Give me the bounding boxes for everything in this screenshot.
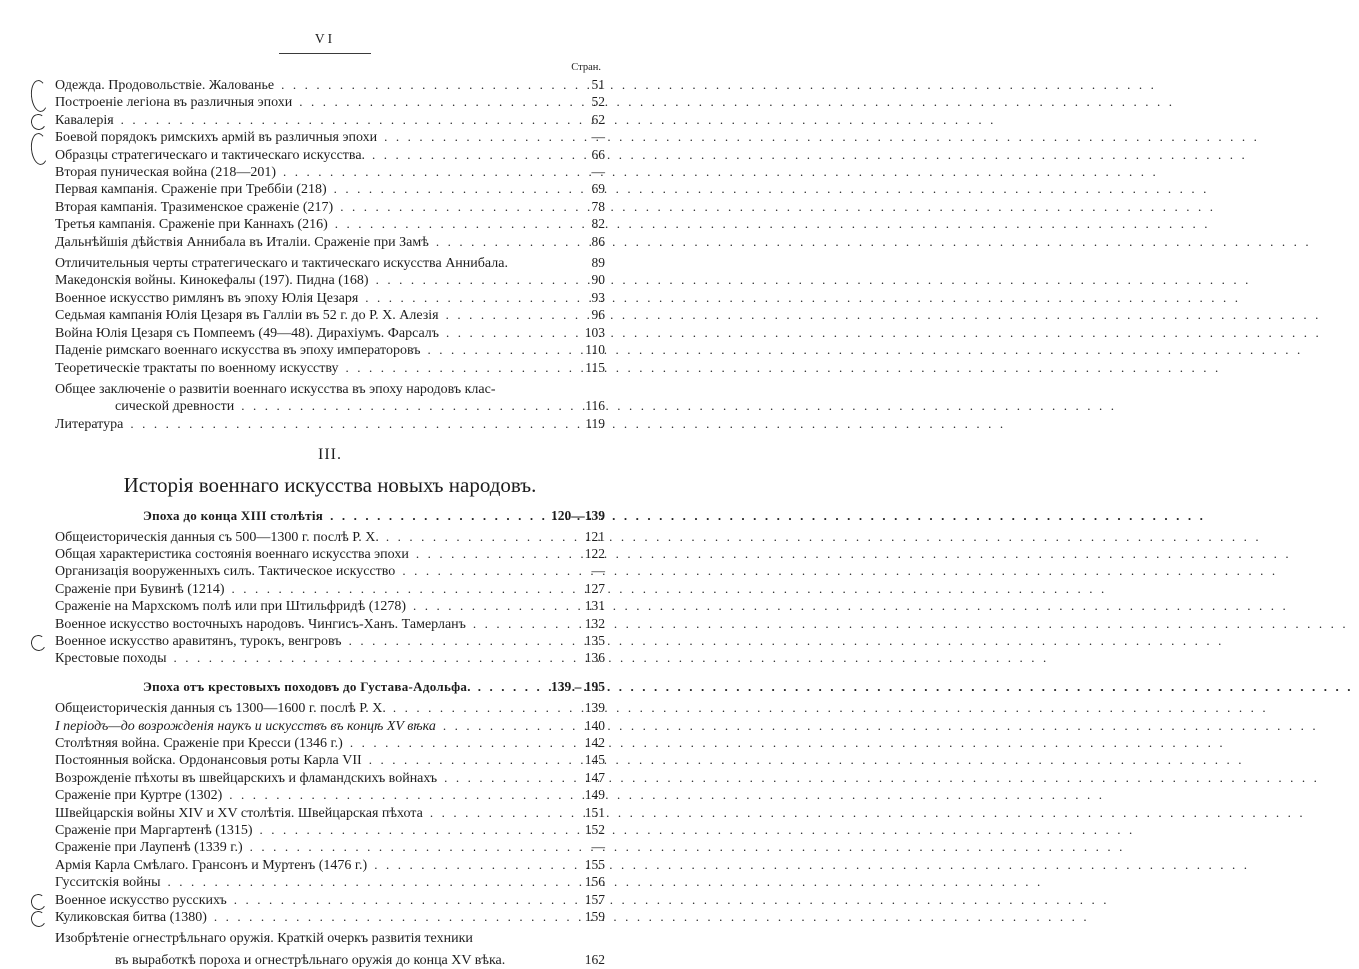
entry-page-number: 139 [584, 700, 605, 716]
entry-title: Организація вооруженныхъ силъ. Тактическое искусство [55, 564, 396, 580]
toc-block-epoch1 [55, 529, 605, 668]
dot-leader [250, 839, 551, 855]
entry-page-number: 156 [584, 874, 605, 890]
entry-page-number: 145 [584, 752, 605, 768]
page-folio-number: VI [279, 31, 371, 54]
toc-entry [55, 529, 605, 546]
entry-title: Паденіе римскаго военнаго искусства въ эпоху императоровъ [55, 343, 421, 359]
subheading-text: Эпоха до конца XIII столѣтія [143, 508, 324, 524]
toc-entry [55, 272, 605, 289]
section-title: Исторія военнаго искусства новыхъ народовъ. [123, 473, 537, 498]
toc-entry [55, 581, 605, 598]
toc-entry [55, 909, 605, 926]
pages-column-label: Стран. [571, 62, 601, 73]
entry-title: Общеисторическія данныя съ 1300—1600 г. послѣ Р. Х. [55, 701, 386, 717]
toc-entry [55, 892, 605, 909]
toc-entry [55, 563, 605, 580]
entry-title: Столѣтняя война. Сраженіе при Кресси (1346 г.) [55, 736, 343, 751]
toc-entry [55, 598, 605, 615]
entry-page-number: 66 [591, 146, 605, 162]
toc-content [0, 61, 650, 969]
dot-leader [443, 718, 551, 734]
dot-leader [413, 598, 551, 614]
dot-leader [350, 735, 551, 751]
entry-page-number: — [591, 839, 605, 855]
dot-leader [241, 398, 551, 414]
dot-leader [346, 360, 551, 376]
toc-entry [55, 805, 605, 822]
entry-page-number: 103 [584, 324, 605, 340]
dot-leader [349, 633, 551, 649]
dot-leader [416, 546, 551, 562]
entry-title: въ выработкѣ пороха и огнестрѣльнаго оружія до конца XV вѣка. [115, 952, 506, 968]
entry-title: Боевой порядокъ римскихъ армій въ различныя эпохи [55, 130, 378, 146]
toc-entry [55, 546, 605, 563]
toc-subheading-epoch2 [143, 679, 605, 695]
entry-page-number: 157 [584, 891, 605, 907]
entry-title: сической древности [115, 399, 235, 415]
entry-page-number: 89 [591, 255, 605, 271]
toc-entry [55, 251, 605, 272]
dot-leader [376, 272, 551, 288]
toc-entry [55, 94, 605, 111]
section-number: III. [318, 446, 342, 464]
entry-page-number: 51 [591, 77, 605, 92]
toc-entry [55, 164, 605, 181]
entry-title: Сраженіе при Бувинѣ (1214) [55, 581, 225, 597]
toc-entry [55, 839, 605, 856]
scanned-book-page [0, 0, 650, 968]
toc-entry [115, 948, 605, 969]
subheading-text: Эпоха отъ крестовыхъ походовъ до Густава-Адольфа. [143, 678, 471, 694]
entry-page-number: 122 [584, 545, 605, 561]
entry-page-number: 127 [584, 580, 605, 596]
entry-page-number: 131 [584, 598, 605, 614]
dot-leader [372, 147, 551, 163]
toc-entry [55, 234, 605, 251]
toc-entry [55, 650, 605, 667]
dot-leader [436, 234, 551, 250]
toc-entry [55, 822, 605, 839]
dot-leader [283, 164, 551, 180]
dot-leader [374, 857, 551, 873]
entry-title: Возрожденіе пѣхоты въ швейцарскихъ и фламандскихъ войнахъ [55, 770, 438, 786]
entry-page-number: 52 [591, 94, 605, 110]
entry-page-number: 62 [591, 111, 605, 127]
dot-leader [480, 926, 551, 942]
entry-page-number: 69 [591, 181, 605, 197]
entry-title: Общая характеристика состоянія военнаго искусства эпохи [55, 546, 409, 562]
entry-page-number: 151 [584, 804, 605, 820]
margin-pen-mark [29, 80, 49, 114]
toc-entry [55, 770, 605, 787]
dot-leader [386, 529, 551, 545]
dot-leader [503, 377, 551, 393]
entry-title: Крестовые походы [55, 651, 167, 667]
dot-leader [369, 752, 551, 768]
entry-title: Гусситскія войны [55, 875, 161, 891]
entry-page-number: 96 [591, 307, 605, 323]
dot-leader [214, 909, 551, 925]
entry-title: Швейцарскія войны XIV и XV столѣтія. Швейцарская пѣхота [55, 805, 423, 821]
margin-pen-mark [30, 112, 48, 131]
entry-title: Военное искусство римлянъ въ эпоху Юлія Цезаря [55, 290, 359, 306]
toc-entry [55, 616, 605, 633]
toc-entry [55, 181, 605, 198]
entry-page-number: 152 [584, 822, 605, 838]
entry-title: Сраженіе при Лаупенѣ (1339 г.) [55, 840, 243, 856]
dot-leader [299, 94, 551, 110]
running-head [0, 30, 650, 60]
toc-entry [55, 129, 605, 146]
entry-title: Одежда. Продовольствіе. Жалованье [55, 78, 275, 93]
dot-leader [234, 892, 551, 908]
entry-page-number: 132 [584, 615, 605, 631]
entry-title: Кавалерія [55, 112, 114, 128]
entry-title: Сраженіе при Куртре (1302) [55, 788, 223, 804]
page-range: 120—139 [551, 508, 605, 524]
dot-leader [121, 112, 551, 128]
entry-title: Македонскія войны. Кинокефалы (197). Пидна (168) [55, 273, 369, 289]
dot-leader [168, 874, 551, 890]
entry-title: Дальнѣйшія дѣйствія Аннибала въ Италіи. Сраженіе при Замѣ [55, 234, 429, 250]
entry-title: Первая кампанія. Сраженіе при Треббіи (218) [55, 182, 327, 198]
entry-title: Военное искусство восточныхъ народовъ. Чингисъ-Ханъ. Тамерланъ [55, 616, 466, 632]
dot-leader [446, 307, 551, 323]
entry-title: Литература [55, 416, 124, 432]
dot-leader [334, 181, 551, 197]
entry-page-number: 82 [591, 216, 605, 232]
dot-leader [340, 199, 551, 215]
margin-pen-mark [30, 910, 48, 929]
toc-entry [55, 360, 605, 377]
entry-page-number: — [591, 563, 605, 579]
entry-title: Образцы стратегическаго и тактическаго искусства. [55, 147, 366, 163]
toc-entry [55, 416, 605, 433]
entry-title: Построеніе легіона въ различныя эпохи [55, 95, 293, 111]
dot-leader [232, 581, 551, 597]
toc-entry [55, 787, 605, 804]
toc-entry [115, 398, 605, 415]
entry-page-number: 115 [585, 359, 605, 375]
dot-leader [473, 616, 551, 632]
entry-page-number: 155 [584, 856, 605, 872]
toc-entry [55, 752, 605, 769]
entry-title: Общее заключеніе о развитіи военнаго искусства въ эпоху народовъ клас- [55, 381, 496, 397]
dot-leader [174, 650, 551, 666]
toc-entry [55, 77, 605, 94]
dot-leader [478, 679, 547, 695]
margin-pen-mark [29, 132, 49, 166]
dot-leader [330, 508, 547, 524]
entry-page-number: 110 [585, 342, 605, 358]
entry-title: Седьмая кампанія Юлія Цезаря въ Галліи въ 52 г. до Р. Х. Алезія [55, 308, 439, 324]
toc-subheading-epoch1 [143, 508, 605, 524]
entry-title: Армія Карла Смѣлаго. Грансонъ и Муртенъ (1476 г.) [55, 857, 368, 873]
dot-leader [512, 948, 551, 964]
page-range: 139 – 195 [551, 678, 605, 694]
entry-title: Военное искусство аравитянъ, турокъ, венгровъ [55, 633, 342, 649]
dot-leader [427, 342, 551, 358]
entry-page-number: 119 [585, 415, 605, 431]
dot-leader [446, 325, 551, 341]
toc-block-ancient [55, 77, 605, 433]
entry-title: Вторая пуническая война (218—201) [55, 165, 276, 181]
entry-page-number: 162 [584, 951, 605, 967]
entry-page-number: 116 [585, 398, 605, 414]
toc-entry [55, 112, 605, 129]
margin-pen-mark [30, 892, 48, 911]
entry-title: Отличительныя черты стратегическаго и тактическаго искусства Аннибала. [55, 256, 508, 272]
dot-leader [444, 770, 551, 786]
dot-leader [393, 700, 551, 716]
dot-leader [384, 129, 551, 145]
entry-page-number: 159 [584, 909, 605, 925]
entry-page-number: 93 [591, 289, 605, 305]
toc-entry [55, 342, 605, 359]
toc-entry [55, 857, 605, 874]
entry-title: Куликовская битва (1380) [55, 910, 207, 926]
dot-leader [335, 216, 551, 232]
toc-entry [55, 874, 605, 891]
entry-title: Постоянныя войска. Ордонансовыя роты Карла VII [55, 753, 362, 769]
entry-title: Общеисторическія данныя съ 500—1300 г. послѣ Р. Х. [55, 529, 379, 545]
dot-leader [365, 290, 551, 306]
toc-entry [55, 377, 605, 398]
entry-page-number: 135 [584, 632, 605, 648]
entry-page-number: 90 [591, 272, 605, 288]
toc-entry [55, 325, 605, 342]
entry-page-number: 121 [584, 528, 605, 544]
toc-entry [55, 307, 605, 324]
entry-title: Вторая кампанія. Тразименское сраженіе (217) [55, 199, 334, 215]
dot-leader [229, 787, 551, 803]
entry-page-number: 136 [584, 650, 605, 666]
entry-title: Сраженіе при Маргартенѣ (1315) [55, 823, 253, 839]
entry-page-number: 147 [584, 769, 605, 785]
toc-entry [55, 199, 605, 216]
dot-leader [430, 805, 551, 821]
entry-title: Третья кампанія. Сраженіе при Каннахъ (216) [55, 217, 328, 233]
entry-title: I періодъ—до возрожденія наукъ и искусствъ въ концѣ XV вѣка [55, 718, 436, 734]
dot-leader [515, 251, 551, 267]
entry-title: Военное искусство русскихъ [55, 892, 227, 908]
entry-page-number: 149 [584, 787, 605, 803]
margin-pen-mark [30, 634, 48, 653]
dot-leader [260, 822, 551, 838]
toc-entry [55, 216, 605, 233]
toc-entry [55, 926, 605, 947]
entry-title: Война Юлія Цезаря съ Помпеемъ (49—48). Дирахіумъ. Фарсалъ [55, 325, 440, 341]
dot-leader [402, 563, 551, 579]
entry-title: Сраженіе на Мархскомъ полѣ или при Штильфридѣ (1278) [55, 599, 407, 615]
entry-page-number: 142 [584, 735, 605, 750]
toc-entry [55, 147, 605, 164]
entry-page-number: — [591, 129, 605, 145]
dot-leader [281, 77, 551, 93]
toc-entry [55, 718, 605, 735]
entry-page-number: 86 [591, 233, 605, 249]
toc-entry [55, 735, 605, 752]
entry-title: Изобрѣтеніе огнестрѣльнаго оружія. Краткій очеркъ развитія техники [55, 931, 473, 947]
toc-block-epoch2 [55, 700, 605, 969]
dot-leader [130, 416, 551, 432]
entry-title: Теоретическіе трактаты по военному искусству [55, 360, 339, 376]
entry-page-number: 140 [584, 717, 605, 733]
toc-entry [55, 290, 605, 307]
toc-entry [55, 700, 605, 717]
toc-entry [55, 633, 605, 650]
entry-page-number: — [591, 164, 605, 180]
entry-page-number: 78 [591, 198, 605, 214]
